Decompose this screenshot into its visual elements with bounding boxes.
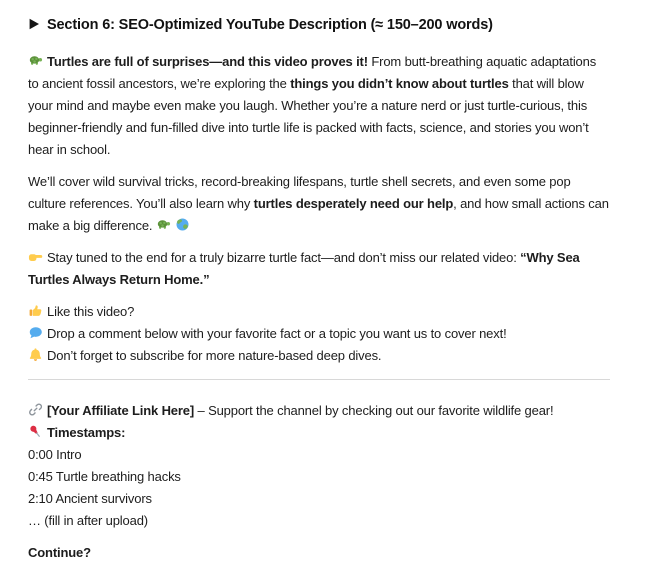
- paragraph-episode-overview: [28, 171, 610, 237]
- bold-text: Timestamps:: [47, 425, 126, 440]
- bold-text: things you didn’t know about turtles: [290, 76, 509, 91]
- text: We’ll cover wild survival tricks, record-breaking lifespans, turtle shell secrets, and even some pop culture references. You’ll also learn why: [28, 174, 571, 211]
- text: 0:45 Turtle breathing hacks: [28, 469, 181, 484]
- paragraph-affiliate-timestamps: [28, 400, 610, 532]
- paragraph-cta-teaser: [28, 247, 610, 291]
- paragraph-intro-hook: [28, 51, 610, 161]
- thumbs-up-icon: [28, 303, 43, 318]
- link-icon: [28, 402, 43, 417]
- pushpin-icon: [28, 424, 43, 439]
- bold-text: “Why Sea Turtles Always Return Home.”: [28, 250, 580, 287]
- text: Stay tuned to the end for a truly bizarre turtle fact—and don’t miss our related video:: [47, 250, 521, 265]
- turtle-icon: [28, 53, 43, 68]
- text: 2:10 Ancient survivors: [28, 491, 152, 506]
- turtle-icon: [156, 217, 171, 232]
- play-triangle-icon: [28, 18, 40, 30]
- text: … (fill in after upload): [28, 513, 148, 528]
- divider: [28, 379, 610, 380]
- text: Like this video?: [47, 304, 135, 319]
- text: From butt-breathing aquatic adaptations to ancient fossil ancestors, we’re exploring the: [28, 54, 597, 91]
- bold-text: turtles desperately need our help: [253, 196, 454, 211]
- bold-text: Turtles are full of surprises—and this video proves it!: [47, 54, 368, 69]
- bell-icon: [28, 347, 43, 362]
- text: that will blow your mind and maybe even make you laugh. Whether you’re a nature nerd or just turtle-curious, this beginner-friendly and fun-filled dive into turtle life is packed with facts, science, and stories you won’t hear in school.: [28, 76, 589, 157]
- point-right-icon: [28, 249, 43, 264]
- continue-question: [28, 542, 610, 564]
- bold-text: Continue?: [28, 545, 91, 560]
- text: Drop a comment below with your favorite fact or a topic you want us to cover next!: [47, 326, 507, 341]
- globe-icon: [175, 217, 190, 232]
- section-heading-text: Section 6: SEO-Optimized YouTube Description (≈ 150–200 words): [47, 17, 493, 33]
- section-heading: [28, 13, 610, 37]
- text: 0:00 Intro: [28, 447, 82, 462]
- paragraph-engagement-ctas: [28, 301, 610, 367]
- speech-balloon-icon: [28, 325, 43, 340]
- text: – Support the channel by checking out our favorite wildlife gear!: [194, 403, 554, 418]
- text: , and how small actions can make a big difference.: [28, 196, 609, 233]
- bold-text: [Your Affiliate Link Here]: [47, 403, 195, 418]
- text: Don’t forget to subscribe for more nature-based deep dives.: [47, 348, 382, 363]
